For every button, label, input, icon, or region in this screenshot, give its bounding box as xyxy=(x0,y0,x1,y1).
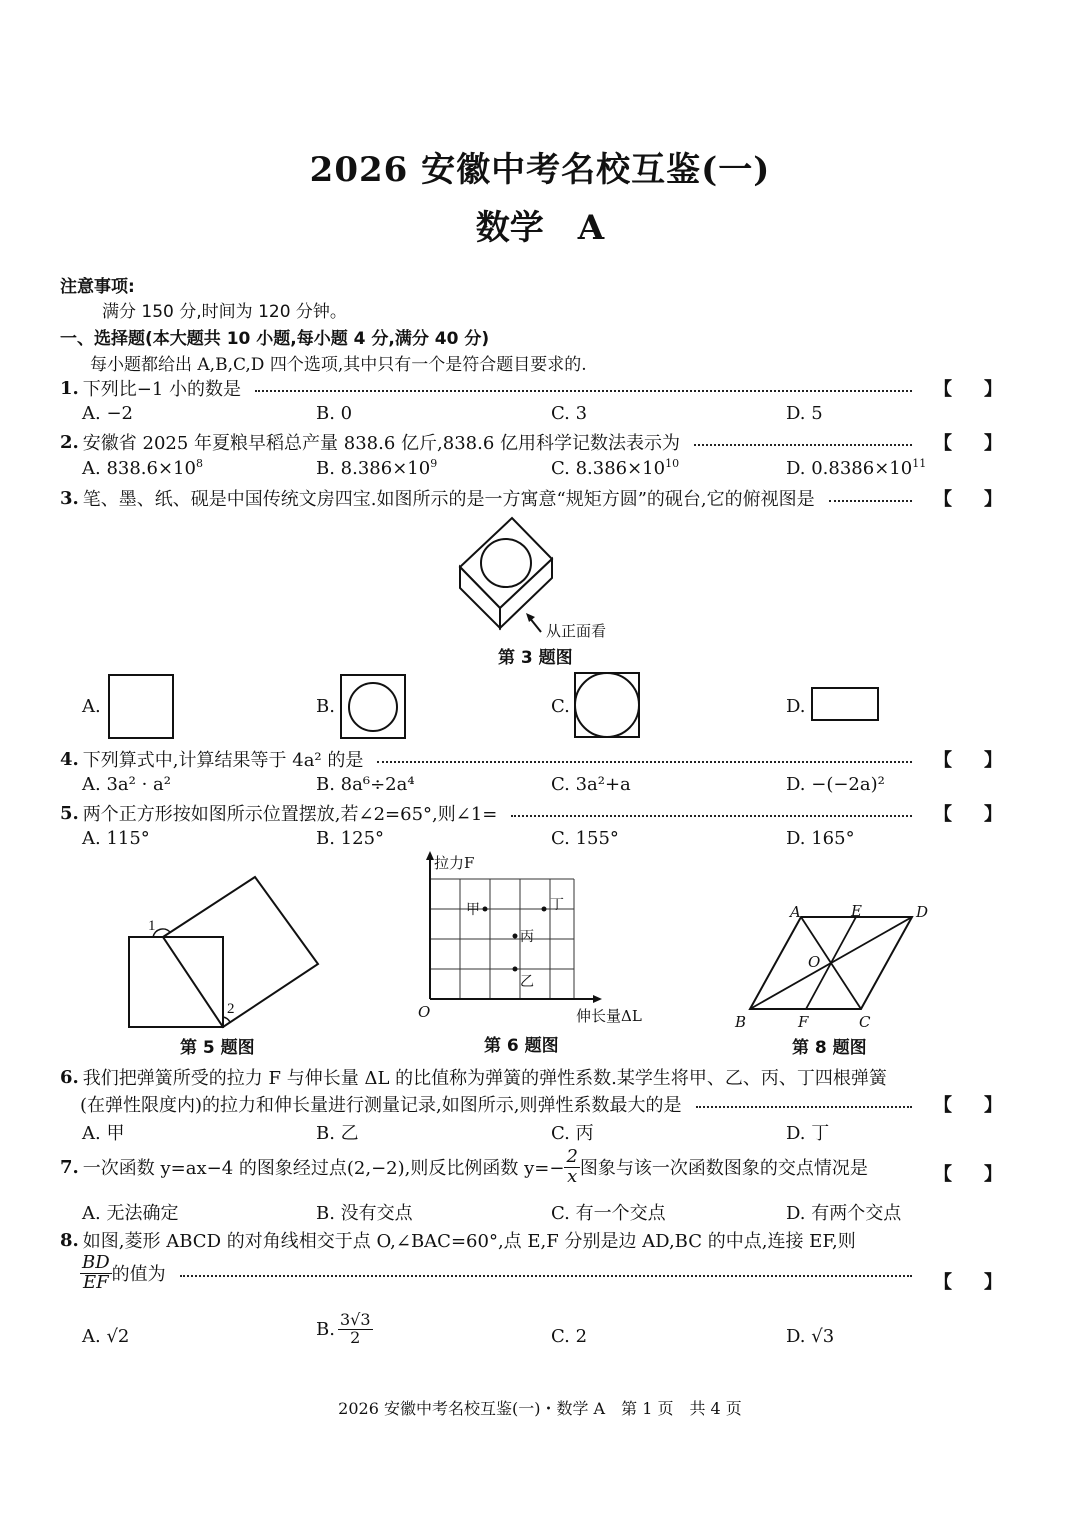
dot-leader xyxy=(694,434,912,446)
option-c-square-circle xyxy=(574,672,642,740)
question-stem: 下列比−1 小的数是 xyxy=(82,379,242,400)
question-7 xyxy=(60,1148,940,1187)
point-jia xyxy=(483,907,488,912)
question-stem: 下列算式中,计算结果等于 4a² 的是 xyxy=(82,750,364,771)
point-label-bing: 丙 xyxy=(520,929,534,945)
question-stem-b: 图象与该一次函数图象的交点情况是 xyxy=(579,1158,868,1180)
denominator: x xyxy=(567,1165,578,1187)
question-6 xyxy=(60,1064,1000,1090)
denominator: EF xyxy=(83,1271,109,1293)
arrow-icon xyxy=(525,612,545,636)
option-c: C. $8.386\times 10^{10}$ xyxy=(551,457,680,479)
option-a: A. √2 xyxy=(82,1326,130,1347)
question-number: 7. xyxy=(60,1156,79,1178)
option-d: D. xyxy=(786,696,806,717)
dot-leader xyxy=(696,1096,913,1108)
axis-y-label: 拉力F xyxy=(434,854,475,872)
answer-bracket-open: 【 xyxy=(934,1272,952,1293)
question-1 xyxy=(60,375,920,401)
answer-bracket-close: 】 xyxy=(984,1164,1002,1185)
notice-heading: 注意事项: xyxy=(60,277,135,297)
numerator: 3√3 xyxy=(339,1310,371,1329)
option-b: B. xyxy=(316,696,335,717)
answer-bracket-open: 【 xyxy=(934,489,952,510)
question-stem: 笔、墨、纸、砚是中国传统文房四宝.如图所示的是一方寓意“规矩方圆”的砚台,它的俯视图是 xyxy=(82,489,815,510)
view-direction-label: 从正面看 xyxy=(546,622,607,640)
option-d: D. 有两个交点 xyxy=(786,1203,902,1224)
figure-caption: 第 3 题图 xyxy=(498,648,573,668)
fraction xyxy=(564,1148,579,1187)
question-4 xyxy=(60,746,920,772)
option-d: D. 165° xyxy=(786,828,855,849)
answer-bracket-close: 】 xyxy=(984,1095,1002,1116)
option-c: C. 2 xyxy=(551,1326,588,1347)
question-number: 4. xyxy=(60,748,79,770)
question-number: 5. xyxy=(60,802,79,824)
option-b: B. 没有交点 xyxy=(316,1203,413,1224)
question-2 xyxy=(60,429,920,455)
answer-bracket-close: 】 xyxy=(984,804,1002,825)
option-b-square-circle xyxy=(340,674,408,740)
question-number: 1. xyxy=(60,377,79,399)
option-c: C. 有一个交点 xyxy=(551,1203,666,1224)
denominator: 2 xyxy=(350,1327,361,1347)
option-b: B. 125° xyxy=(316,828,385,849)
question-stem: 两个正方形按如图所示位置摆放,若∠2=65°,则∠1= xyxy=(82,804,498,825)
question-8 xyxy=(60,1227,1000,1253)
figure-caption: 第 5 题图 xyxy=(180,1038,255,1058)
question-6-line2 xyxy=(80,1091,920,1117)
option-b: B. 0 xyxy=(316,403,353,424)
dot-leader xyxy=(255,380,912,392)
answer-bracket-close: 】 xyxy=(984,379,1002,400)
option-c: C. 3 xyxy=(551,403,588,424)
question-stem-line1: 如图,菱形 ABCD 的对角线相交于点 O,∠BAC=60°,点 E,F 分别是边 AD,BC 的中点,连接 EF,则 xyxy=(82,1231,856,1252)
question-8-line2 xyxy=(80,1254,920,1293)
question-5 xyxy=(60,800,920,826)
option-b: B. $8.386\times 10^9$ xyxy=(316,457,438,479)
question-stem-a: 一次函数 y=ax−4 的图象经过点(2,−2),则反比例函数 y=− xyxy=(82,1158,565,1180)
option-c: C. 155° xyxy=(551,828,619,849)
dot-leader xyxy=(377,751,912,763)
section-description: 每小题都给出 A,B,C,D 四个选项,其中只有一个是符合题目要求的. xyxy=(90,355,587,375)
answer-bracket-close: 】 xyxy=(984,433,1002,454)
point-yi xyxy=(513,967,518,972)
figure-5 xyxy=(120,870,330,1035)
inkstone-figure xyxy=(448,512,568,632)
vertex-b-label: B xyxy=(735,1013,747,1031)
option-a: A. $838.6\times 10^8$ xyxy=(82,457,203,479)
figure-8-rhombus xyxy=(740,900,940,1020)
point-label-jia: 甲 xyxy=(466,902,480,918)
question-stem-line2: 的值为 xyxy=(111,1264,166,1286)
section-heading: 一、选择题(本大题共 10 小题,每小题 4 分,满分 40 分) xyxy=(60,329,490,349)
point-bing xyxy=(513,934,518,939)
page-footer: 2026 安徽中考名校互鉴(一)・数学 A 第 1 页 共 4 页 xyxy=(338,1399,742,1418)
option-d: D. √3 xyxy=(786,1326,835,1347)
answer-bracket-open: 【 xyxy=(934,1095,952,1116)
origin-label: O xyxy=(418,1003,431,1021)
option-d: D. $0.8386\times 10^{11}$ xyxy=(786,457,927,479)
answer-bracket-open: 【 xyxy=(934,1164,952,1185)
vertex-d-label: D xyxy=(916,903,929,921)
question-number: 3. xyxy=(60,487,79,509)
option-c: C. 丙 xyxy=(551,1123,594,1144)
option-c: C. xyxy=(551,696,570,717)
angle-2-label: 2 xyxy=(227,1001,235,1017)
option-c: C. 3a²+a xyxy=(551,774,631,795)
question-3 xyxy=(60,485,920,511)
fraction xyxy=(80,1254,112,1293)
option-a: A. 3a² · a² xyxy=(82,774,171,795)
numerator: BD xyxy=(82,1252,110,1273)
exam-subject: 数学 A xyxy=(475,208,605,248)
angle-1-label: 1 xyxy=(148,918,156,934)
question-number: 8. xyxy=(60,1229,79,1251)
option-d: D. 丁 xyxy=(786,1123,830,1144)
fraction xyxy=(338,1312,373,1347)
vertex-c-label: C xyxy=(859,1013,871,1031)
answer-bracket-close: 】 xyxy=(984,489,1002,510)
question-stem-line1: 我们把弹簧所受的拉力 F 与伸长量 ΔL 的比值称为弹簧的弹性系数.某学生将甲、乙、丙、丁四根弹簧 xyxy=(82,1068,887,1089)
question-stem: 安徽省 2025 年夏粮早稻总产量 838.6 亿斤,838.6 亿用科学记数法表示为 xyxy=(82,433,680,454)
point-f-label: F xyxy=(798,1013,809,1031)
answer-bracket-open: 【 xyxy=(934,750,952,771)
dot-leader xyxy=(511,805,912,817)
option-b-letter: B. xyxy=(316,1318,335,1340)
option-d: D. −(−2a)² xyxy=(786,774,885,795)
numerator: 2 xyxy=(566,1146,578,1167)
center-o-label: O xyxy=(808,953,821,971)
option-b: B. 8a⁶÷2a⁴ xyxy=(316,774,415,795)
option-d-rectangle xyxy=(811,687,881,723)
notice-body: 满分 150 分,时间为 120 分钟。 xyxy=(102,302,347,322)
option-a: A. 甲 xyxy=(82,1123,125,1144)
question-number: 6. xyxy=(60,1066,79,1088)
dot-leader xyxy=(180,1265,912,1277)
answer-bracket-open: 【 xyxy=(934,804,952,825)
option-b: B. 乙 xyxy=(316,1123,359,1144)
point-label-ding: 丁 xyxy=(550,897,564,913)
figure-caption: 第 8 题图 xyxy=(792,1038,867,1058)
axis-x-label: 伸长量ΔL xyxy=(576,1007,642,1025)
dot-leader xyxy=(829,490,912,502)
vertex-a-label: A xyxy=(790,903,801,921)
answer-bracket-close: 】 xyxy=(984,750,1002,771)
option-d: D. 5 xyxy=(786,403,823,424)
question-stem-line2: (在弹性限度内)的拉力和伸长量进行测量记录,如图所示,则弹性系数最大的是 xyxy=(80,1095,682,1116)
figure-caption: 第 6 题图 xyxy=(484,1036,559,1056)
option-a-square xyxy=(108,674,176,740)
option-a: A. xyxy=(82,696,101,717)
answer-bracket-open: 【 xyxy=(934,379,952,400)
exam-title: 2026 安徽中考名校互鉴(一) xyxy=(309,150,771,190)
question-number: 2. xyxy=(60,431,79,453)
point-label-yi: 乙 xyxy=(520,974,534,990)
option-a: A. 无法确定 xyxy=(82,1203,179,1224)
point-e-label: E xyxy=(851,902,862,920)
option-b xyxy=(316,1312,373,1347)
answer-bracket-close: 】 xyxy=(984,1272,1002,1293)
option-a: A. −2 xyxy=(82,403,133,424)
option-a: A. 115° xyxy=(82,828,150,849)
answer-bracket-open: 【 xyxy=(934,433,952,454)
point-ding xyxy=(542,907,547,912)
